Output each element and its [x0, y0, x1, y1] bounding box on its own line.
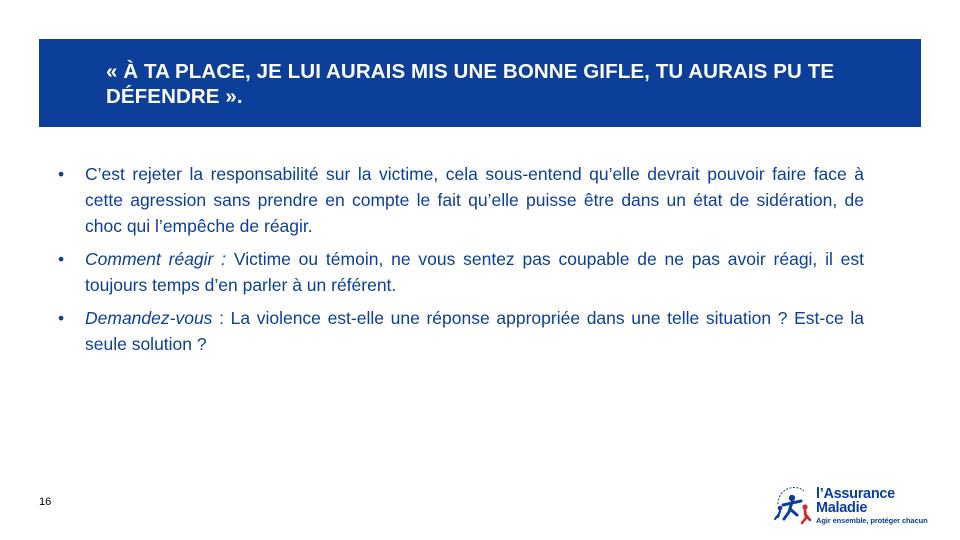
slide-title: « À TA PLACE, JE LUI AURAIS MIS UNE BONNE GIFLE, TU AURAIS PU TE DÉFENDRE ». — [106, 60, 835, 108]
page-number: 16 — [39, 496, 52, 508]
bullet-text: : La violence est-elle une réponse appropriée dans une telle situation ? Est-ce la seule solution ? — [85, 308, 864, 354]
bullet-dot: • — [58, 249, 65, 269]
bullet-item-how-to-react — [58, 246, 864, 298]
logo-line-2: Maladie — [816, 500, 868, 516]
logo-line-1: l’Assurance — [816, 486, 895, 502]
bullet-emphasis: Comment réagir : — [85, 249, 227, 269]
assurance-maladie-logo — [770, 482, 930, 528]
bullet-dot: • — [58, 308, 65, 328]
logo-tagline: Agir ensemble, protéger chacun — [816, 516, 928, 525]
logo-wordmark — [816, 487, 895, 515]
bullet-text: Victime ou témoin, ne vous sentez pas coupable de ne pas avoir réagi, il est toujours temps d’en parler à un référent. — [85, 249, 864, 295]
bullet-emphasis: Demandez-vous — [85, 308, 213, 328]
slide-content — [58, 161, 864, 364]
bullet-item-ask-yourself — [58, 305, 864, 357]
bullet-dot: • — [58, 164, 65, 184]
title-banner — [39, 39, 921, 127]
bullet-text: C’est rejeter la responsabilité sur la victime, cela sous-entend qu’elle devrait pouvoir faire face à cette agression sans prendre en compte le fait qu’elle puisse être dans un état de sidération, de choc qui l’empêche de réagir. — [85, 164, 864, 236]
bullet-item-responsibility — [58, 161, 864, 239]
bullet-list — [58, 161, 864, 357]
family-figures-icon — [770, 482, 816, 528]
